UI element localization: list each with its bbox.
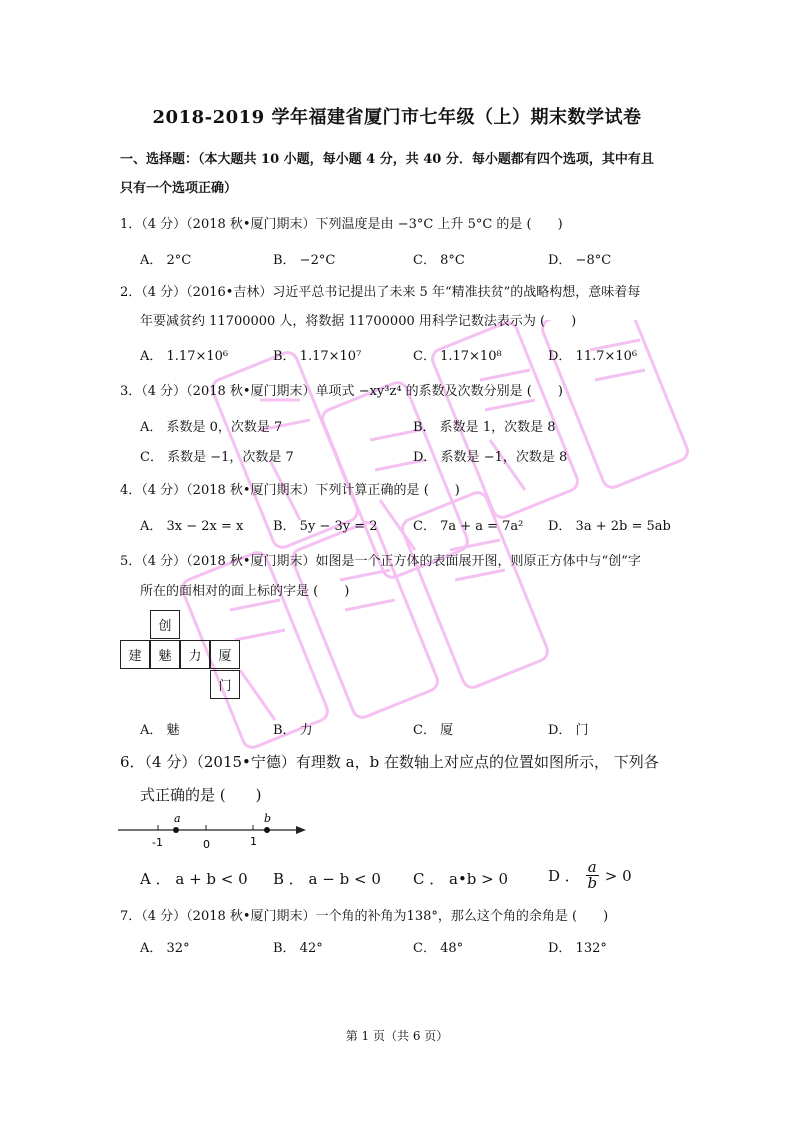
net-cell-mei: 魅 bbox=[150, 640, 180, 669]
tick-label-neg1: -1 bbox=[152, 836, 163, 849]
question-2-option-b: B． 1.17×10⁷ bbox=[273, 349, 362, 364]
question-4-option-d: D． 3a + 2b = 5ab bbox=[548, 519, 671, 534]
point-a bbox=[173, 827, 179, 833]
question-5-text-line1: 5．（4 分）（2018 秋•厦门期末）如图是一个正方体的表面展开图，则原正方体中与“创”字 bbox=[120, 554, 641, 569]
question-6-text-line2: 式正确的是 ( ) bbox=[140, 786, 262, 804]
point-b-label: b bbox=[264, 812, 272, 825]
question-2-text-line2: 年要减贫约 11700000 人，将数据 11700000 用科学记数法表示为 ( ) bbox=[140, 314, 577, 329]
question-1-option-d: D． −8°C bbox=[548, 253, 612, 268]
page-footer: 第 1 页（共 6 页） bbox=[345, 1029, 449, 1043]
question-2-option-d: D． 11.7×10⁶ bbox=[548, 349, 638, 364]
number-line-figure bbox=[118, 812, 308, 857]
question-1-text: 1．（4 分）（2018 秋•厦门期末）下列温度是由 −3°C 上升 5°C 的是 ( ) bbox=[120, 217, 563, 232]
question-2-option-a: A． 1.17×10⁶ bbox=[140, 349, 229, 364]
question-6-option-d-label: D ． bbox=[548, 867, 580, 885]
question-3-option-d: D． 系数是 −1，次数是 8 bbox=[413, 450, 568, 465]
net-cell-men: 门 bbox=[210, 670, 240, 699]
section-heading-line1: 一、选择题：（本大题共 10 小题，每小题 4 分，共 40 分．每小题都有四个选项，其中有且 bbox=[120, 152, 654, 167]
question-5-option-b: B． 力 bbox=[273, 723, 313, 738]
question-7-option-c: C． 48° bbox=[413, 941, 464, 956]
question-3-option-b: B． 系数是 1，次数是 8 bbox=[413, 420, 556, 435]
net-cell-jian: 建 bbox=[120, 640, 150, 669]
question-6-text-line1: 6．（4 分）（2015•宁德）有理数 a，b 在数轴上对应点的位置如图所示， 下列各 bbox=[120, 753, 659, 771]
question-3-option-a: A． 系数是 0，次数是 7 bbox=[140, 420, 283, 435]
question-7-text: 7．（4 分）（2018 秋•厦门期末）一个角的补角为138°，那么这个角的余角是 ( ) bbox=[120, 909, 609, 924]
question-2-text-line1: 2．（4 分）（2016•吉林）习近平总书记提出了未来 5 年“精准扶贫”的战略构想，意味着每 bbox=[120, 285, 641, 300]
question-6-option-a: A ． a + b < 0 bbox=[140, 870, 248, 888]
question-5-option-d: D． 门 bbox=[548, 723, 589, 738]
net-cell-chuang: 创 bbox=[150, 610, 180, 639]
tick-label-0: 0 bbox=[203, 838, 210, 851]
question-3-text: 3．（4 分）（2018 秋•厦门期末）单项式 −xy³z⁴ 的系数及次数分别是 ( ) bbox=[120, 384, 563, 399]
question-6-option-d bbox=[548, 860, 632, 891]
question-4-option-c: C． 7a + a = 7a² bbox=[413, 519, 524, 534]
question-5-option-c: C． 厦 bbox=[413, 723, 454, 738]
question-5-text-line2: 所在的面相对的面上标的字是 ( ) bbox=[140, 584, 350, 599]
question-7-option-d: D． 132° bbox=[548, 941, 607, 956]
tick-label-1: 1 bbox=[250, 835, 257, 848]
question-4-text: 4．（4 分）（2018 秋•厦门期末）下列计算正确的是 ( ) bbox=[120, 483, 460, 498]
net-cell-sha: 厦 bbox=[210, 640, 240, 669]
point-b bbox=[264, 827, 270, 833]
question-7-option-b: B． 42° bbox=[273, 941, 323, 956]
fraction-a-over-b bbox=[586, 860, 599, 891]
question-2-option-c: C． 1.17×10⁸ bbox=[413, 349, 502, 364]
question-7-option-a: A． 32° bbox=[140, 941, 190, 956]
question-1-option-c: C． 8°C bbox=[413, 253, 465, 268]
section-heading-line2: 只有一个选项正确） bbox=[120, 181, 238, 196]
question-5-option-a: A． 魅 bbox=[140, 723, 180, 738]
net-cell-li: 力 bbox=[180, 640, 210, 669]
fraction-denominator: b bbox=[587, 874, 598, 892]
question-6-option-b: B ． a − b < 0 bbox=[273, 870, 381, 888]
question-6-option-c: C ． a•b > 0 bbox=[413, 870, 509, 888]
cube-net-figure bbox=[120, 610, 240, 700]
question-4-option-a: A． 3x − 2x = x bbox=[140, 519, 244, 534]
point-a-label: a bbox=[174, 812, 181, 825]
fraction-comparison: > 0 bbox=[604, 866, 632, 885]
question-1-option-a: A． 2°C bbox=[140, 253, 192, 268]
exam-title: 2018-2019 学年福建省厦门市七年级（上）期末数学试卷 bbox=[152, 107, 642, 128]
fraction-numerator: a bbox=[587, 858, 597, 876]
question-4-option-b: B． 5y − 3y = 2 bbox=[273, 519, 378, 534]
question-3-option-c: C． 系数是 −1，次数是 7 bbox=[140, 450, 294, 465]
question-1-option-b: B． −2°C bbox=[273, 253, 336, 268]
